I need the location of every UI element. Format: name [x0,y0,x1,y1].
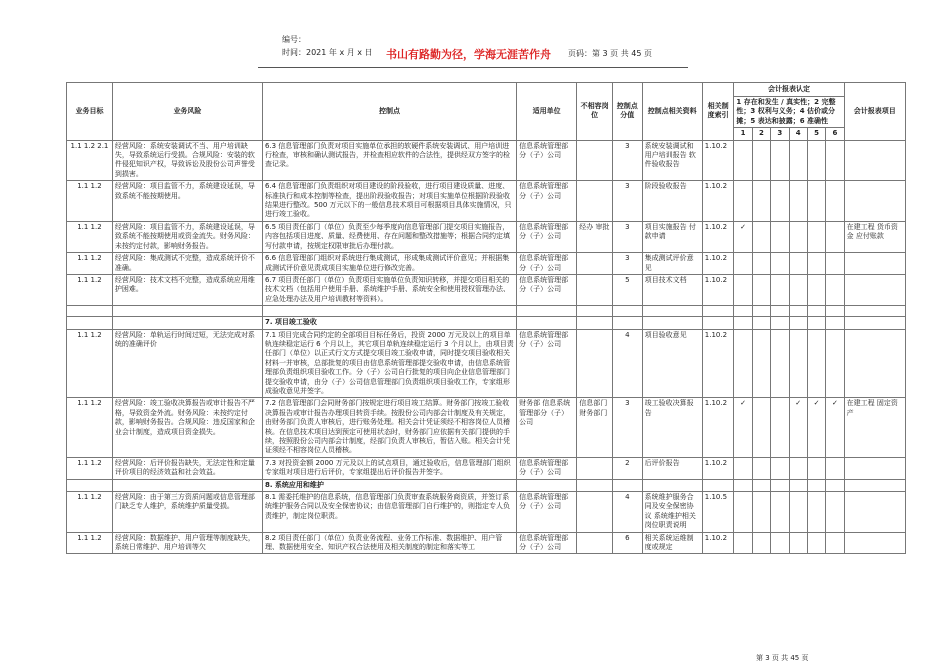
cell-incompat [577,140,613,181]
assertion-mark [813,223,820,229]
empty-cell [702,479,734,491]
empty-cell [517,306,577,317]
assertion-mark [758,399,765,405]
col-goal: 业务目标 [67,83,113,141]
cell-assertion-2 [752,181,770,222]
cell-assertion-1 [734,492,752,533]
empty-cell [844,306,905,317]
cell-unit: 信息系统管理部分（子）公司 [517,274,577,305]
cell-assertion-3 [771,492,789,533]
assertion-mark [831,276,838,282]
cell-score: 5 [613,274,643,305]
cell-assertion-4 [789,140,807,181]
cell-assertion-5 [807,274,825,305]
cell-incompat [577,457,613,479]
cell-incompat: 经办 审批 [577,221,613,252]
assertion-number: 4 [789,128,807,140]
col-risk: 业务风险 [112,83,262,141]
col-report-assertion: 会计报表认定 [734,83,844,97]
cell-unit: 信息系统管理部分（子）公司 [517,140,577,181]
cell-assertion-6 [826,274,844,305]
cell-goal: 1.1 1.2 [67,274,113,305]
assertion-mark [758,493,765,499]
cell-risk: 经营风险：单轨运行时间过短，无法完成对系统的准确评价 [112,329,262,398]
cell-incompat [577,492,613,533]
empty-cell [826,306,844,317]
checkmark-icon: ✓ [831,399,838,408]
empty-cell [734,317,752,329]
col-report-item: 会计报表项目 [844,83,905,141]
doc-number: 编号： [282,35,306,44]
table-row [67,532,906,554]
cell-assertion-6 [826,140,844,181]
cell-assertion-6 [826,221,844,252]
cell-assertion-5 [807,329,825,398]
empty-cell [807,317,825,329]
assertion-mark [831,493,838,499]
cell-score: 4 [613,492,643,533]
cell-incompat [577,274,613,305]
empty-cell [577,479,613,491]
cell-index: 1.10.2 [702,457,734,479]
cell-assertion-4 [789,274,807,305]
checkmark-icon: ✓ [795,399,802,408]
cell-goal: 1.1 1.2 [67,253,113,275]
col-docs: 控制点相关资料 [642,83,702,141]
cell-goal: 1.1 1.2 [67,398,113,457]
cell-unit: 信息系统管理部分（子）公司 [517,181,577,222]
cell-assertion-6 [826,398,844,457]
assertion-mark [758,459,765,465]
assertion-mark [813,254,820,260]
assertion-mark [758,534,765,540]
cell-assertion-5 [807,253,825,275]
empty-cell [642,306,702,317]
assertion-mark [795,142,802,148]
table-row [67,329,906,398]
assertion-mark [813,459,820,465]
assertion-mark [758,276,765,282]
cell-control: 6.5 项目责任部门（单位）负责至少每季度向信息管理部门提交项目实施报告，内容包括项目进度、质量、经费使用、存在问题和整改措施等；根据合同约定填写付款申请，按规定权限审批后办理付款。 [262,221,516,252]
empty-cell [613,479,643,491]
cell-docs: 项目验收意见 [642,329,702,398]
cell-score: 2 [613,457,643,479]
cell-incompat [577,253,613,275]
cell-item [844,329,905,398]
cell-unit: 信息系统管理部分（子）公司 [517,329,577,398]
empty-cell [67,306,113,317]
cell-assertion-1 [734,398,752,457]
assertion-mark [831,459,838,465]
cell-index: 1.10.5 [702,492,734,533]
assertion-mark [795,276,802,282]
cell-assertion-3 [771,532,789,554]
cell-control: 6.6 信息管理部门组织对系统进行集成测试，形成集成测试评价意见；并根据集成测试评价意见责成项目实施单位进行修改完善。 [262,253,516,275]
cell-assertion-2 [752,492,770,533]
cell-assertion-6 [826,457,844,479]
cell-assertion-6 [826,181,844,222]
cell-score: 6 [613,532,643,554]
assertion-mark [831,142,838,148]
section-title: 7. 项目竣工验收 [262,317,516,329]
cell-incompat [577,329,613,398]
cell-unit: 信息系统管理部分（子）公司 [517,457,577,479]
cell-control: 8.2 项目责任部门（单位）负责业务流程、业务工作标准、数据维护、用户管理、数据使用安全、知识产权合法使用及相关制度的制定和落实等工 [262,532,516,554]
cell-risk: 经营风险：竣工验收决算报告或审计报告不严格，导致资金外流。财务风险：未按约定付款，影响财务报告。合规风险：违反国家和企业会计制度，造成项目资金损失。 [112,398,262,457]
empty-cell [112,306,262,317]
cell-assertion-4 [789,532,807,554]
cell-assertion-3 [771,329,789,398]
table-row [67,221,906,252]
assertion-mark [758,254,765,260]
assertion-number: 6 [826,128,844,140]
cell-assertion-6 [826,253,844,275]
assertion-mark [776,534,783,540]
cell-item [844,140,905,181]
table-row [67,492,906,533]
cell-control: 7.3 对投资金额 2000 万元及以上的试点项目，通过验收后，信息管理部门组织专家组对项目进行后评价，专家组提出后评价报告并签字。 [262,457,516,479]
empty-cell [67,479,113,491]
cell-index: 1.10.2 [702,398,734,457]
empty-cell [789,306,807,317]
table-row [67,398,906,457]
cell-risk: 经营风险：数据维护、用户管理等制度缺失，系统日常维护、用户培训等欠 [112,532,262,554]
cell-assertion-3 [771,398,789,457]
empty-cell [112,317,262,329]
empty-cell [771,317,789,329]
cell-docs: 阶段验收报告 [642,181,702,222]
empty-cell [826,479,844,491]
page-header [258,29,688,68]
cell-score: 3 [613,140,643,181]
cell-item [844,274,905,305]
table-row [67,140,906,181]
assertion-mark [740,254,747,260]
cell-assertion-5 [807,398,825,457]
cell-assertion-6 [826,532,844,554]
section-row [67,317,906,329]
cell-risk: 经营风险：集成测试不完整，造成系统评价不准确。 [112,253,262,275]
cell-docs: 项目技术文档 [642,274,702,305]
cell-docs: 系统维护服务合同及安全保密协议 系统维护相关岗位职责说明 [642,492,702,533]
cell-assertion-1 [734,253,752,275]
cell-control: 7.1 项目完成合同约定的全部项目目标任务后，投资 2000 万元及以上的项目单轨连续稳定运行 6 个月以上，其它项目单轨连续稳定运行 3 个月以上，由项目责任部门（单位）以正式行文方式提交项目竣工验收申请，同时提交项目验收相关材料一并审核，总部批复的项目由信息系统管理部提交验收申请，由信息系统管理部负责组织项目验收工作。分（子）公司自行批复的项目向企业信息管理部门提交验收申请，由分（子）公司信息管理部门负责组织项目验收工作，专家组形成验收意见并签字。 [262,329,516,398]
assertion-mark [795,223,802,229]
assertion-mark [776,223,783,229]
empty-cell [517,317,577,329]
cell-goal: 1.1 1.2 [67,457,113,479]
assertion-number: 1 [734,128,752,140]
assertion-mark [776,182,783,188]
cell-assertion-1 [734,221,752,252]
doc-date: 时间：2021 年 x 月 x 日 [282,48,373,57]
cell-goal: 1.1 1.2 2.1 [67,140,113,181]
assertion-mark [831,223,838,229]
cell-item [844,532,905,554]
section-row [67,479,906,491]
empty-cell [642,317,702,329]
cell-risk: 经营风险：项目监管不力，系统建设延误，导致系统不能按期使用。 [112,181,262,222]
cell-assertion-2 [752,398,770,457]
empty-cell [734,479,752,491]
empty-cell [734,306,752,317]
assertion-mark [740,182,747,188]
assertion-mark [740,276,747,282]
cell-index: 1.10.2 [702,181,734,222]
cell-item [844,253,905,275]
cell-assertion-1 [734,457,752,479]
empty-cell [613,317,643,329]
table-row [67,181,906,222]
cell-docs: 集成测试评价意见 [642,253,702,275]
cell-assertion-2 [752,140,770,181]
empty-cell [752,317,770,329]
assertion-mark [740,331,747,337]
empty-cell [826,317,844,329]
cell-assertion-5 [807,492,825,533]
cell-score: 3 [613,221,643,252]
cell-assertion-2 [752,253,770,275]
assertion-mark [740,493,747,499]
empty-cell [771,306,789,317]
cell-risk: 经营风险：后评价报告缺失，无法定性和定量评价项目的经济效益和社会效益。 [112,457,262,479]
cell-assertion-3 [771,221,789,252]
blank-row [67,306,906,317]
cell-assertion-4 [789,492,807,533]
assertion-mark [813,142,820,148]
cell-item [844,181,905,222]
empty-cell [517,479,577,491]
assertion-mark [776,142,783,148]
assertion-mark [776,254,783,260]
header-page: 页码：第 3 页 共 45 页 [568,49,652,58]
cell-assertion-1 [734,181,752,222]
assertion-mark [813,182,820,188]
empty-cell [807,479,825,491]
assertion-mark [813,493,820,499]
assertion-mark [776,459,783,465]
assertion-number: 5 [807,128,825,140]
cell-unit: 财务部 信息系统管理部分（子）公司 [517,398,577,457]
empty-cell [844,317,905,329]
cell-assertion-5 [807,181,825,222]
cell-assertion-5 [807,221,825,252]
assertion-mark [758,331,765,337]
checkmark-icon: ✓ [813,399,820,408]
table-row [67,253,906,275]
cell-incompat: 信息部门 财务部门 [577,398,613,457]
cell-risk: 经营风险：系统安装调试不当、用户培训缺失，导致系统运行受损。合规风险：安装的软件侵犯知识产权，导致诉讼及股份公司声誉受到损害。 [112,140,262,181]
cell-control: 6.7 项目责任部门（单位）负责项目实施单位负责知识转移，并提交项目相关的技术文档（包括用户使用手册、系统维护手册、系统安全和使用授权管理办法、应急处理办法及用户培训教材等资料）。 [262,274,516,305]
cell-goal: 1.1 1.2 [67,221,113,252]
checkmark-icon: ✓ [740,399,747,408]
cell-assertion-5 [807,532,825,554]
assertion-mark [740,142,747,148]
empty-cell [112,479,262,491]
assertion-number: 2 [752,128,770,140]
cell-assertion-1 [734,140,752,181]
cell-incompat [577,532,613,554]
cell-assertion-6 [826,492,844,533]
empty-cell [844,479,905,491]
page-footer: 第 3 页 共 45 页 [756,654,809,662]
assertion-mark [740,534,747,540]
cell-control: 6.4 信息管理部门负责组织对项目建设的阶段验收，进行项目建设质量、进度、标准执行和成本控制等检查，提出阶段验收报告；对项目实施单位根据阶段验收结果进行整改。500 万元以下的一般信息技术项目可根据项目具体实施情况，只进行竣工验收。 [262,181,516,222]
cell-incompat [577,181,613,222]
cell-assertion-4 [789,221,807,252]
cell-assertion-3 [771,457,789,479]
cell-assertion-3 [771,140,789,181]
header-meta [282,33,373,59]
cell-goal: 1.1 1.2 [67,329,113,398]
assertion-mark [776,331,783,337]
cell-unit: 信息系统管理部分（子）公司 [517,492,577,533]
empty-cell [789,479,807,491]
cell-score: 3 [613,398,643,457]
col-unit: 适用单位 [517,83,577,141]
assertion-mark [776,493,783,499]
cell-unit: 信息系统管理部分（子）公司 [517,253,577,275]
cell-docs: 项目实施报告 付款申请 [642,221,702,252]
cell-risk: 经营风险：由于第三方资质问题或信息管理部门缺乏专人维护，系统维护质量受损。 [112,492,262,533]
empty-cell [702,306,734,317]
cell-item: 在建工程 固定资产 [844,398,905,457]
assertion-mark [758,223,765,229]
cell-assertion-4 [789,329,807,398]
cell-goal: 1.1 1.2 [67,532,113,554]
assertion-legend: 1 存在和发生 / 真实性；2 完整性；3 权利与义务；4 估价或分摊；5 表达和披露；6 准确性 [734,97,844,128]
assertion-mark [795,459,802,465]
cell-assertion-5 [807,457,825,479]
cell-control: 8.1 需委托维护的信息系统，信息管理部门负责审查系统服务商资质，并签订系统维护服务合同以及安全保密协议；由信息管理部门自行维护的，则指定专人负责维护，制定岗位职责。 [262,492,516,533]
cell-assertion-3 [771,253,789,275]
table-row [67,274,906,305]
checkmark-icon: ✓ [740,222,747,231]
cell-assertion-4 [789,398,807,457]
cell-risk: 经营风险：技术文档不完整，造成系统应用维护困难。 [112,274,262,305]
empty-cell [789,317,807,329]
control-matrix-table [66,82,906,554]
cell-assertion-4 [789,457,807,479]
empty-cell [771,479,789,491]
section-title: 8. 系统应用和维护 [262,479,516,491]
cell-assertion-3 [771,181,789,222]
assertion-mark [758,142,765,148]
assertion-mark [795,493,802,499]
assertion-mark [740,459,747,465]
cell-assertion-1 [734,532,752,554]
cell-unit: 信息系统管理部分（子）公司 [517,532,577,554]
col-control: 控制点 [262,83,516,141]
cell-score: 4 [613,329,643,398]
empty-cell [67,317,113,329]
cell-risk: 经营风险：项目监管不力，系统建设延误，导致系统不能按期使用或资金流失。财务风险：未按约定付款，影响财务报告。 [112,221,262,252]
empty-cell [642,479,702,491]
cell-assertion-4 [789,253,807,275]
assertion-mark [776,276,783,282]
cell-index: 1.10.2 [702,140,734,181]
assertion-mark [813,331,820,337]
col-index: 相关制度索引 [702,83,734,141]
table-row [67,457,906,479]
cell-index: 1.10.2 [702,253,734,275]
assertion-mark [758,182,765,188]
cell-docs: 后评价报告 [642,457,702,479]
assertion-mark [795,331,802,337]
header-slogan: 书山有路勤为径，学海无涯苦作舟 [386,48,551,61]
assertion-mark [795,182,802,188]
cell-assertion-1 [734,274,752,305]
empty-cell [752,479,770,491]
col-score: 控制点分值 [613,83,643,141]
cell-item [844,492,905,533]
cell-item [844,457,905,479]
assertion-mark [831,534,838,540]
cell-control: 7.2 信息管理部门会同财务部门按规定进行项目竣工结算。财务部门按竣工验收决算报告或审计报告办理项目转资手续。按股份公司内部会计制度及有关规定，由财务部门负责人审核后，进行账务处理。相关会计凭证须经不相容岗位人员稽核。在信息技术项目达到预定可使用状态时，财务部门应依据有关部门提供的手续，按照股份公司内部会计制度，经部门负责人审核后，暂估入账。相关会计凭证须经不相容岗位人员稽核。 [262,398,516,457]
cell-assertion-3 [771,274,789,305]
cell-assertion-2 [752,329,770,398]
assertion-mark [813,534,820,540]
empty-cell [752,306,770,317]
cell-assertion-2 [752,457,770,479]
assertion-mark [831,331,838,337]
empty-cell [577,317,613,329]
cell-goal: 1.1 1.2 [67,492,113,533]
cell-assertion-6 [826,329,844,398]
cell-control: 6.3 信息管理部门负责对项目实施单位承担的软硬件系统安装调试、用户培训进行检查，审核和确认测试报告，并检查相应软件的合法性，提供经双方签字的检查记录。 [262,140,516,181]
cell-assertion-1 [734,329,752,398]
assertion-mark [795,254,802,260]
cell-assertion-5 [807,140,825,181]
cell-goal: 1.1 1.2 [67,181,113,222]
cell-score: 3 [613,253,643,275]
assertion-mark [795,534,802,540]
cell-docs: 竣工验收决算报告 [642,398,702,457]
cell-assertion-2 [752,221,770,252]
empty-cell [262,306,516,317]
assertion-mark [776,399,783,405]
assertion-number: 3 [771,128,789,140]
assertion-mark [813,276,820,282]
cell-docs: 相关系统运维制度或规定 [642,532,702,554]
cell-docs: 系统安装调试和用户培训报告 软件验收报告 [642,140,702,181]
cell-index: 1.10.2 [702,221,734,252]
assertion-mark [831,182,838,188]
col-incompat: 不相容岗位 [577,83,613,141]
cell-assertion-4 [789,181,807,222]
cell-index: 1.10.2 [702,329,734,398]
cell-score: 3 [613,181,643,222]
empty-cell [577,306,613,317]
cell-assertion-2 [752,532,770,554]
cell-assertion-2 [752,274,770,305]
cell-item: 在建工程 货币资金 应付账款 [844,221,905,252]
cell-index: 1.10.2 [702,532,734,554]
empty-cell [807,306,825,317]
cell-index: 1.10.2 [702,274,734,305]
empty-cell [702,317,734,329]
empty-cell [613,306,643,317]
cell-unit: 信息系统管理部分（子）公司 [517,221,577,252]
assertion-mark [831,254,838,260]
